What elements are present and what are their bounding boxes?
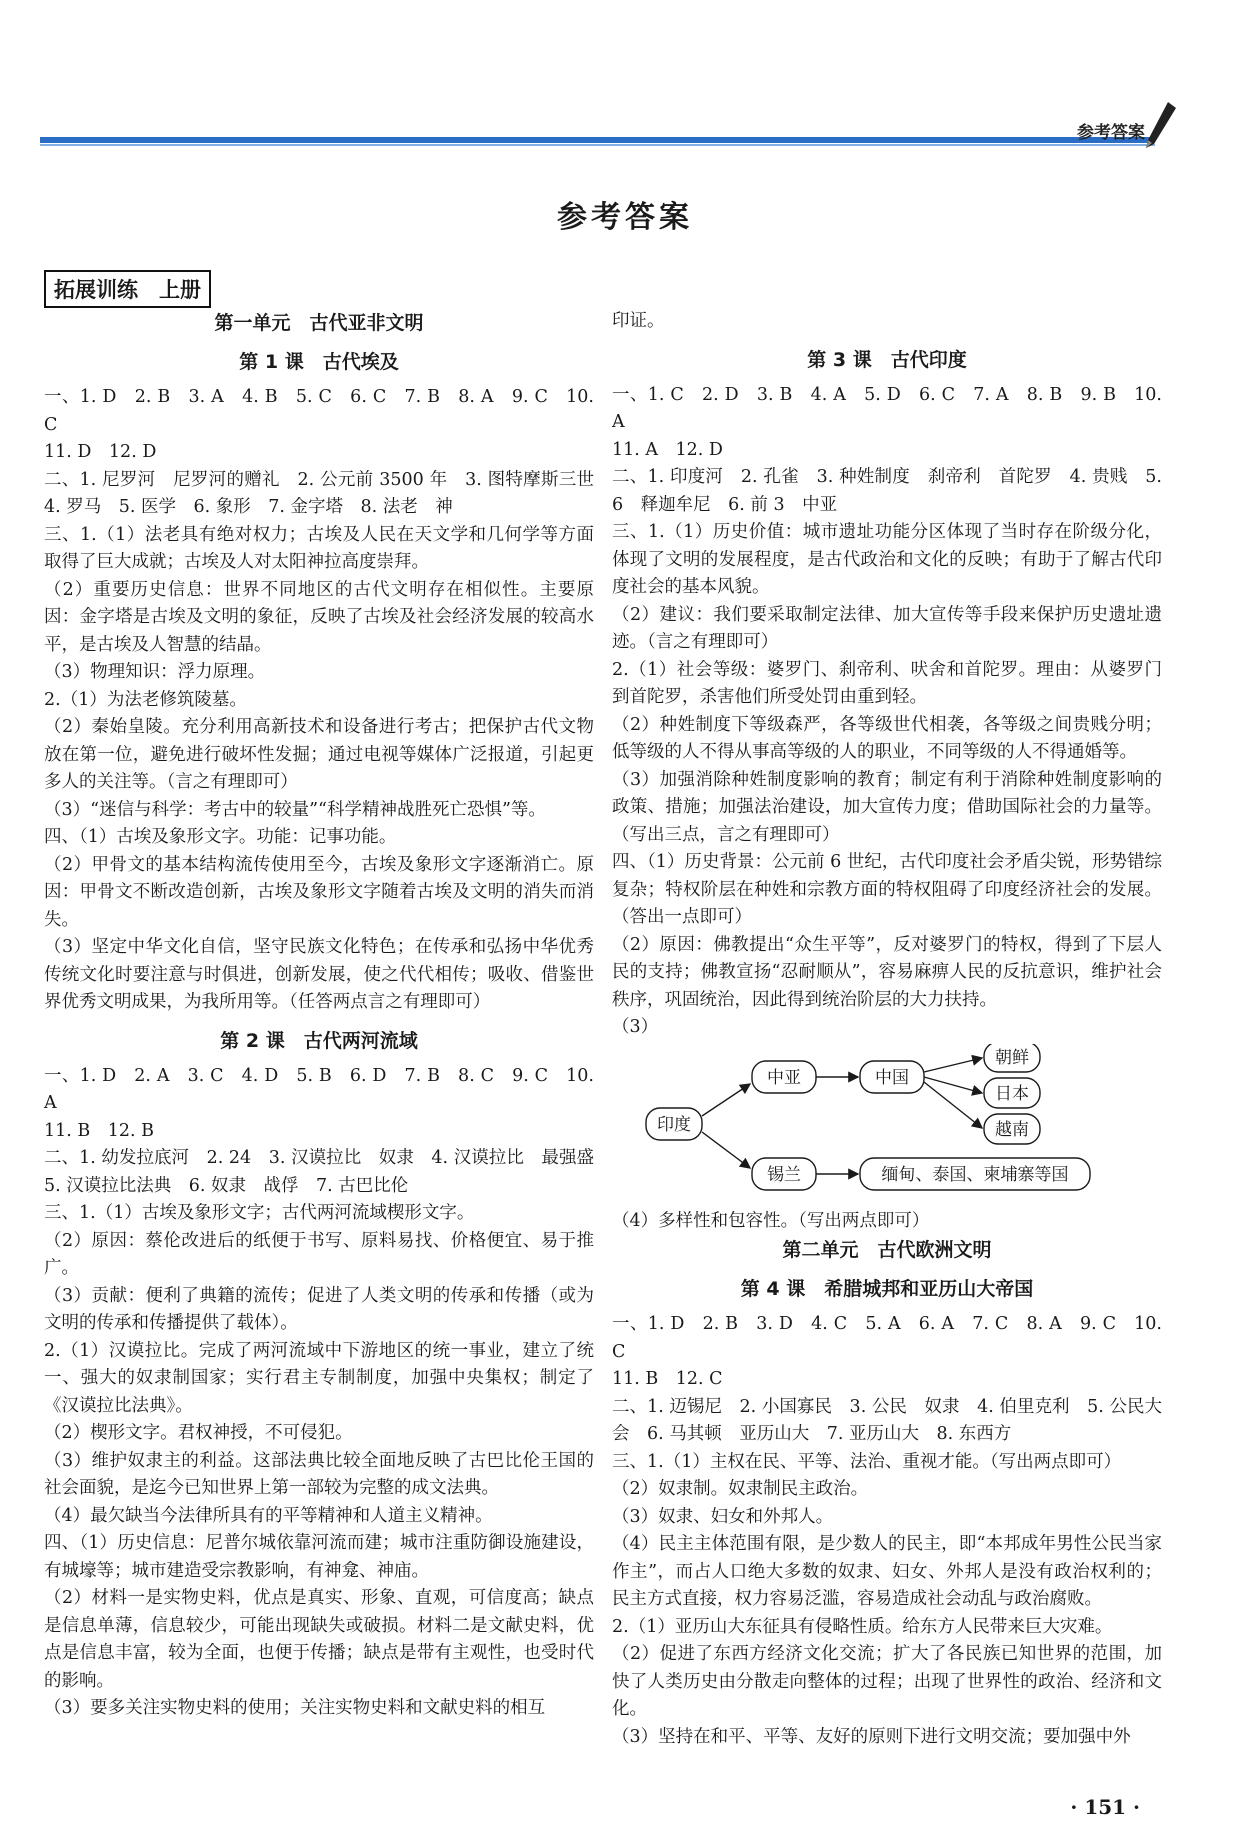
answer-line: 三、1.（1）主权在民、平等、法治、重视才能。（写出两点即可） (612, 1451, 1122, 1472)
page-title: 参考答案 (557, 200, 693, 235)
node-china: 中国 (875, 1067, 909, 1088)
answer-line: 11. D 12. D (44, 442, 157, 462)
answer-line: 三、1.（1）历史价值：城市遗址功能分区体现了当时存在阶级分化，体现了文明的发展程度，是古代政治和文化的反映；有助于了解古代印度社会的基本风貌。 (612, 522, 1162, 597)
answer-line: （4）最欠缺当今法律所具有的平等精神和人道主义精神。 (44, 1505, 493, 1526)
answer-line: （2）材料一是实物史料，优点是真实、形象、直观，可信度高；缺点是信息单薄，信息较少，可能出现缺失或破损。材料二是文献史料，优点是信息丰富，较为全面，也便于传播；缺点是带有主观性，也受时代的影响。 (44, 1588, 594, 1691)
node-sri-lanka: 锡兰 (767, 1164, 801, 1185)
answer-line: （2）奴隶制。奴隶制民主政治。 (612, 1479, 869, 1499)
header-rule (40, 137, 1155, 147)
answer-line: 一、1. D 2. A 3. C 4. D 5. B 6. D 7. B 8. C 9. C 10. A (44, 1065, 594, 1113)
answer-line: 一、1. C 2. D 3. B 4. A 5. D 6. C 7. A 8. B 9. B 10. A (612, 384, 1162, 432)
answer-line: 一、1. D 2. B 3. A 4. B 5. C 6. C 7. B 8. A 9. C 10. C (44, 387, 594, 435)
answer-line: （2）促进了东西方经济文化交流；扩大了各民族已知世界的范围，加快了人类历史由分散走向整体的过程；出现了世界性的政治、经济和文化。 (612, 1644, 1162, 1719)
answer-line: 三、1.（1）古埃及象形文字；古代两河流域楔形文字。 (44, 1203, 475, 1223)
answer-line: 11. B 12. B (44, 1120, 155, 1141)
answer-line: 二、1. 幼发拉底河 2. 24 3. 汉谟拉比 奴隶 4. 汉谟拉比 最强盛 5. 汉谟拉比法典 6. 奴隶 战俘 7. 古巴比伦 (44, 1148, 612, 1196)
node-korea: 朝鲜 (995, 1047, 1029, 1068)
answer-line: 2.（1）亚历山大东征具有侵略性质。给东方人民带来巨大灾难。 (612, 1616, 1113, 1637)
node-japan: 日本 (995, 1083, 1029, 1104)
answer-line: 二、1. 印度河 2. 孔雀 3. 种姓制度 刹帝利 首陀罗 4. 贵贱 5. 6 释迦牟尼 6. 前 3 中亚 (612, 467, 1162, 515)
header-label: 参考答案 (1077, 123, 1145, 143)
answer-line: （2）建议：我们要采取制定法律、加大宣传等手段来保护历史遗址遗迹。（言之有理即可） (612, 604, 1162, 652)
lesson-heading: 第 1 课 古代埃及 (239, 351, 399, 373)
answer-line: （2）重要历史信息：世界不同地区的古代文明存在相似性。主要原因：金字塔是古埃及文明的象征，反映了古埃及社会经济发展的较高水平，是古埃及人智慧的结晶。 (44, 579, 594, 655)
right-column-part-b (612, 1208, 1162, 1752)
lesson-heading: 第 2 课 古代两河流域 (220, 1029, 418, 1052)
answer-line: （3）加强消除种姓制度影响的教育；制定有利于消除种姓制度影响的政策、措施；加强法治建设，加大宣传力度；借助国际社会的力量等。（写出三点，言之有理即可） (612, 769, 1162, 845)
answer-line: 印证。 (612, 311, 665, 331)
right-column-part-a (612, 308, 1162, 1042)
right-column (612, 308, 1162, 1751)
answer-line: 四、（1）古埃及象形文字。功能：记事功能。 (44, 827, 397, 847)
node-southeast: 缅甸、泰国、柬埔寨等国 (881, 1164, 1069, 1185)
left-column (44, 308, 612, 1723)
answer-line: 二、1. 迈锡尼 2. 小国寡民 3. 公民 奴隶 4. 伯里克利 5. 公民大会 6. 马其顿 亚历山大 7. 亚历山大 8. 东西方 (612, 1396, 1162, 1444)
answer-line: （3）要多关注实物史料的使用；关注实物史料和文献史料的相互 (44, 1698, 546, 1718)
pen-icon (1140, 100, 1180, 150)
unit-heading: 第一单元 古代亚非文明 (214, 312, 424, 334)
answer-line: （2）楔形文字。君权神授，不可侵犯。 (44, 1423, 353, 1443)
answer-line: （4）多样性和包容性。（写出两点即可） (612, 1210, 930, 1231)
answer-line: （3）维护奴隶主的利益。这部法典比较全面地反映了古巴比伦王国的社会面貌，是迄今已知世界上第一部较为完整的成文法典。 (44, 1450, 594, 1498)
section-heading: 拓展训练 上册 (44, 270, 211, 308)
answer-line: （3）奴隶、妇女和外邦人。 (612, 1506, 834, 1527)
answer-line: （2）原因：佛教提出“众生平等”，反对婆罗门的特权，得到了下层人民的支持；佛教宣扬“忍耐顺从”，容易麻痹人民的反抗意识，维护社会秩序，巩固统治，因此得到统治阶层的大力扶持。 (612, 934, 1162, 1010)
answer-line: （4）民主主体范围有限，是少数人的民主，即“本邦成年男性公民当家作主”，而占人口绝大多数的奴隶、妇女、外邦人是没有政治权利的；民主方式直接，权力容易泛滥，容易造成社会动乱与政治腐败。 (612, 1534, 1162, 1609)
answer-line: （3）贡献：便利了典籍的流传；促进了人类文明的传承和传播（或为文明的传承和传播提供了载体）。 (44, 1285, 594, 1333)
node-vietnam: 越南 (995, 1119, 1029, 1140)
answer-line: （3）坚持在和平、平等、友好的原则下进行文明交流；要加强中外 (612, 1726, 1131, 1747)
spread-diagram (642, 1044, 1122, 1204)
answer-line: （3） (612, 1017, 659, 1037)
answer-line: 2.（1）社会等级：婆罗门、刹帝利、吠舍和首陀罗。理由：从婆罗门到首陀罗，杀害他们所受处罚由重到轻。 (612, 659, 1162, 707)
page-number: · 151 · (1070, 1795, 1140, 1819)
node-india: 印度 (657, 1114, 691, 1135)
answer-line: 11. A 12. D (612, 439, 723, 460)
lesson-heading: 第 4 课 希腊城邦和亚历山大帝国 (740, 1278, 1034, 1300)
answer-line: 四、（1）历史背景：公元前 6 世纪，古代印度社会矛盾尖锐，形势错综复杂；特权阶层在种姓和宗教方面的特权阻碍了印度经济社会的发展。（答出一点即可） (612, 852, 1162, 927)
answer-line: 三、1.（1）法老具有绝对权力；古埃及人民在天文学和几何学等方面取得了巨大成就；古埃及人对太阳神拉高度崇拜。 (44, 524, 594, 572)
answer-line: 2.（1）汉谟拉比。完成了两河流域中下游地区的统一事业，建立了统一、强大的奴隶制国家；实行君主专制制度，加强中央集权；制定了《汉谟拉比法典》。 (44, 1340, 594, 1416)
answer-line: 11. B 12. C (612, 1369, 723, 1389)
answer-line: （3）物理知识：浮力原理。 (44, 662, 266, 682)
answer-line: （2）种姓制度下等级森严，各等级世代相袭，各等级之间贵贱分明；低等级的人不得从事高等级的人的职业，不同等级的人不得通婚等。 (612, 714, 1162, 762)
answer-line: （2）甲骨文的基本结构流传使用至今，古埃及象形文字逐渐消亡。原因：甲骨文不断改造创新，古埃及象形文字随着古埃及文明的消失而消失。 (44, 854, 594, 930)
answer-line: （3）“迷信与科学：考古中的较量”“科学精神战胜死亡恐惧”等。 (44, 799, 546, 820)
node-central-asia: 中亚 (767, 1067, 801, 1088)
answer-line: （3）坚定中华文化自信，坚守民族文化特色；在传承和弘扬中华优秀传统文化时要注意与时俱进，创新发展，使之代代相传；吸收、借鉴世界优秀文明成果，为我所用等。（任答两点言之有理即可） (44, 937, 594, 1012)
unit-heading: 第二单元 古代欧洲文明 (782, 1239, 992, 1261)
answer-line: （2）原因：蔡伦改进后的纸便于书写、原料易找、价格便宜、易于推广。 (44, 1230, 594, 1278)
answer-line: 一、1. D 2. B 3. D 4. C 5. A 6. A 7. C 8. A 9. C 10. C (612, 1314, 1162, 1362)
answer-line: 四、（1）历史信息：尼普尔城依靠河流而建；城市注重防御设施建设，有城壕等；城市建造受宗教影响，有神龛、神庙。 (44, 1533, 594, 1581)
answer-line: 二、1. 尼罗河 尼罗河的赠礼 2. 公元前 3500 年 3. 图特摩斯三世 4. 罗马 5. 医学 6. 象形 7. 金字塔 8. 法老 神 (44, 469, 612, 517)
answer-line: （2）秦始皇陵。充分利用高新技术和设备进行考古；把保护古代文物放在第一位，避免进行破坏性发掘；通过电视等媒体广泛报道，引起更多人的关注等。（言之有理即可） (44, 717, 594, 792)
answer-line: 2.（1）为法老修筑陵墓。 (44, 689, 247, 710)
lesson-heading: 第 3 课 古代印度 (807, 348, 967, 371)
